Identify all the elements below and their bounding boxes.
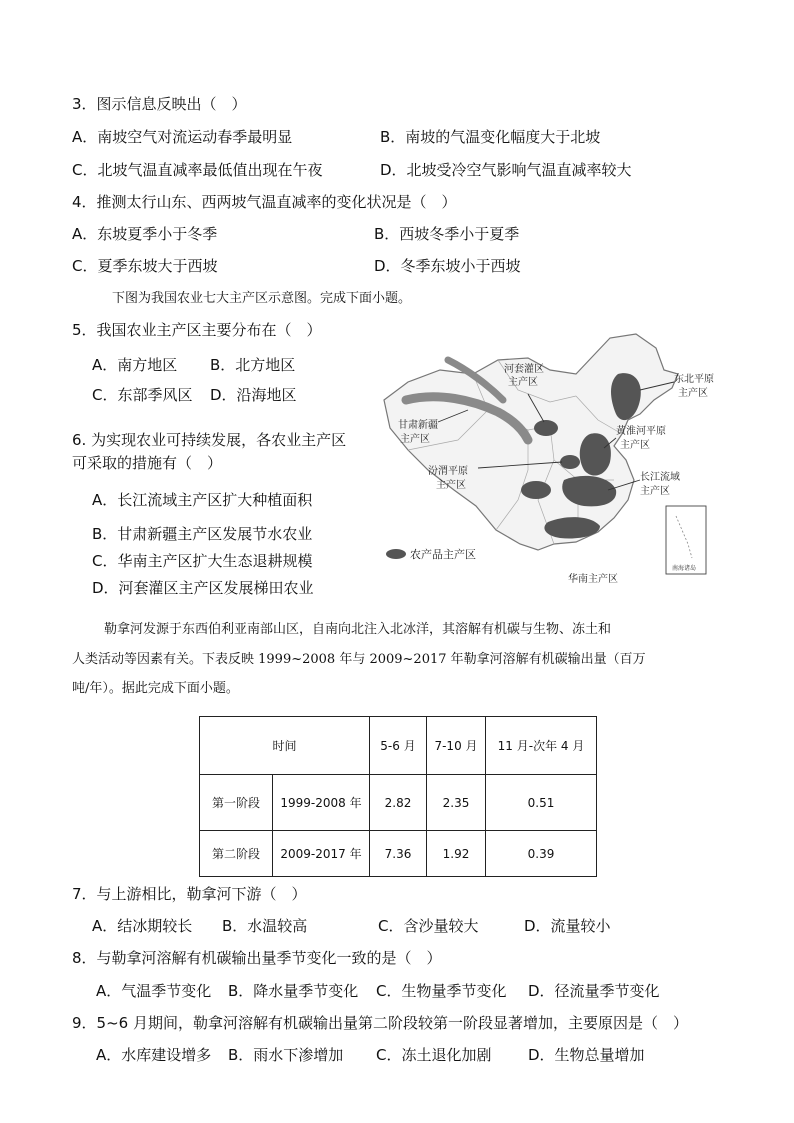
label-huanghuai: 黄淮河平原 主产区 [616,426,666,451]
q6-option-a: A．长江流域主产区扩大种植面积 [92,491,313,509]
q3-stem: 3．图示信息反映出（ ） [72,95,247,113]
header-jul-oct: 7-10 月 [427,717,486,775]
lena-intro-line2: 人类活动等因素有关。下表反映 1999~2008 年与 2009~2017 年勒拿河溶解有机碳输出量（百万 [72,652,646,667]
q5-option-b: B．北方地区 [210,356,296,374]
header-nov-apr: 11 月-次年 4 月 [486,717,597,775]
label-hetao: 河套灌区 主产区 [504,364,544,388]
q6-option-b: B．甘肃新疆主产区发展节水农业 [92,525,313,543]
label-huanan: 华南主产区 [568,574,618,585]
q4-option-b: B．西坡冬季小于夏季 [374,225,520,243]
legend-label: 农产品主产区 [410,548,476,561]
q7-option-c: C．含沙量较大 [378,917,479,935]
q6-stem-line2: 可采取的措施有（ ） [72,454,223,472]
q3-option-a: A．南坡空气对流运动春季最明显 [72,128,293,146]
map-intro: 下图为我国农业七大主产区示意图。完成下面小题。 [112,291,412,306]
value-cell: 1.92 [427,831,486,877]
label-dongbei: 东北平原 主产区 [674,374,714,399]
q4-option-d: D．冬季东坡小于西坡 [374,257,521,275]
legend-swatch [386,549,406,559]
q7-option-a: A．结冰期较长 [92,917,193,935]
label-fenwei: 汾渭平原 主产区 [428,466,468,491]
q8-option-c: C．生物量季节变化 [376,982,507,1000]
q9-stem: 9．5~6 月期间，勒拿河溶解有机碳输出量第二阶段较第一阶段显著增加，主要原因是（ ） [72,1014,688,1032]
table-header-row [200,717,597,775]
hetao-region [534,420,558,436]
huanghuai-region [580,433,611,475]
header-time: 时间 [200,717,370,775]
q9-option-b: B．雨水下渗增加 [228,1046,344,1064]
fenwei-region [560,455,580,469]
lena-doc-table [199,716,597,877]
q9-option-c: C．冻土退化加剧 [376,1046,492,1064]
stage-cell: 第二阶段 [200,831,273,877]
q8-option-a: A．气温季节变化 [96,982,212,1000]
label-gansu: 甘肃新疆 主产区 [398,420,438,445]
q6-stem-line1: 6. 为实现农业可持续发展，各农业主产区 [72,431,347,449]
q7-stem: 7．与上游相比，勒拿河下游（ ） [72,885,307,903]
q4-option-a: A．东坡夏季小于冬季 [72,225,218,243]
header-may-jun: 5-6 月 [370,717,427,775]
changjiang-west-region [521,481,551,499]
q4-option-c: C．夏季东坡大于西坡 [72,257,218,275]
q6-option-d: D．河套灌区主产区发展梯田农业 [92,579,314,597]
q5-option-c: C．东部季风区 [92,386,193,404]
q4-stem: 4．推测太行山东、西两坡气温直减率的变化状况是（ ） [72,193,457,211]
q5-option-d: D．沿海地区 [210,386,297,404]
value-cell: 2.35 [427,775,486,831]
q3-option-d: D．北坡受冷空气影响气温直减率较大 [380,161,632,179]
q3-option-c: C．北坡气温直减率最低值出现在午夜 [72,161,323,179]
q7-option-d: D．流量较小 [524,917,611,935]
value-cell: 0.39 [486,831,597,877]
q5-option-a: A．南方地区 [92,356,178,374]
inset-label: 南海诸岛 [672,565,697,572]
stage-cell: 第一阶段 [200,775,273,831]
q8-stem: 8．与勒拿河溶解有机碳输出量季节变化一致的是（ ） [72,949,442,967]
years-cell: 2009-2017 年 [273,831,370,877]
china-agriculture-map [378,330,714,595]
value-cell: 7.36 [370,831,427,877]
table-row [200,775,597,831]
lena-intro-line3: 吨/年）。据此完成下面小题。 [72,681,239,696]
table-row [200,831,597,877]
value-cell: 0.51 [486,775,597,831]
q9-option-a: A．水库建设增多 [96,1046,212,1064]
q5-stem: 5．我国农业主产区主要分布在（ ） [72,321,322,339]
q7-option-b: B．水温较高 [222,917,308,935]
lena-intro-line1: 勒拿河发源于东西伯利亚南部山区，自南向北注入北冰洋，其溶解有机碳与生物、冻土和 [104,622,612,637]
label-changjiang: 长江流域 主产区 [640,472,680,497]
q8-option-d: D．径流量季节变化 [528,982,660,1000]
q3-option-b: B．南坡的气温变化幅度大于北坡 [380,128,601,146]
q6-option-c: C．华南主产区扩大生态退耕规模 [92,552,313,570]
q8-option-b: B．降水量季节变化 [228,982,359,1000]
years-cell: 1999-2008 年 [273,775,370,831]
value-cell: 2.82 [370,775,427,831]
q9-option-d: D．生物总量增加 [528,1046,645,1064]
